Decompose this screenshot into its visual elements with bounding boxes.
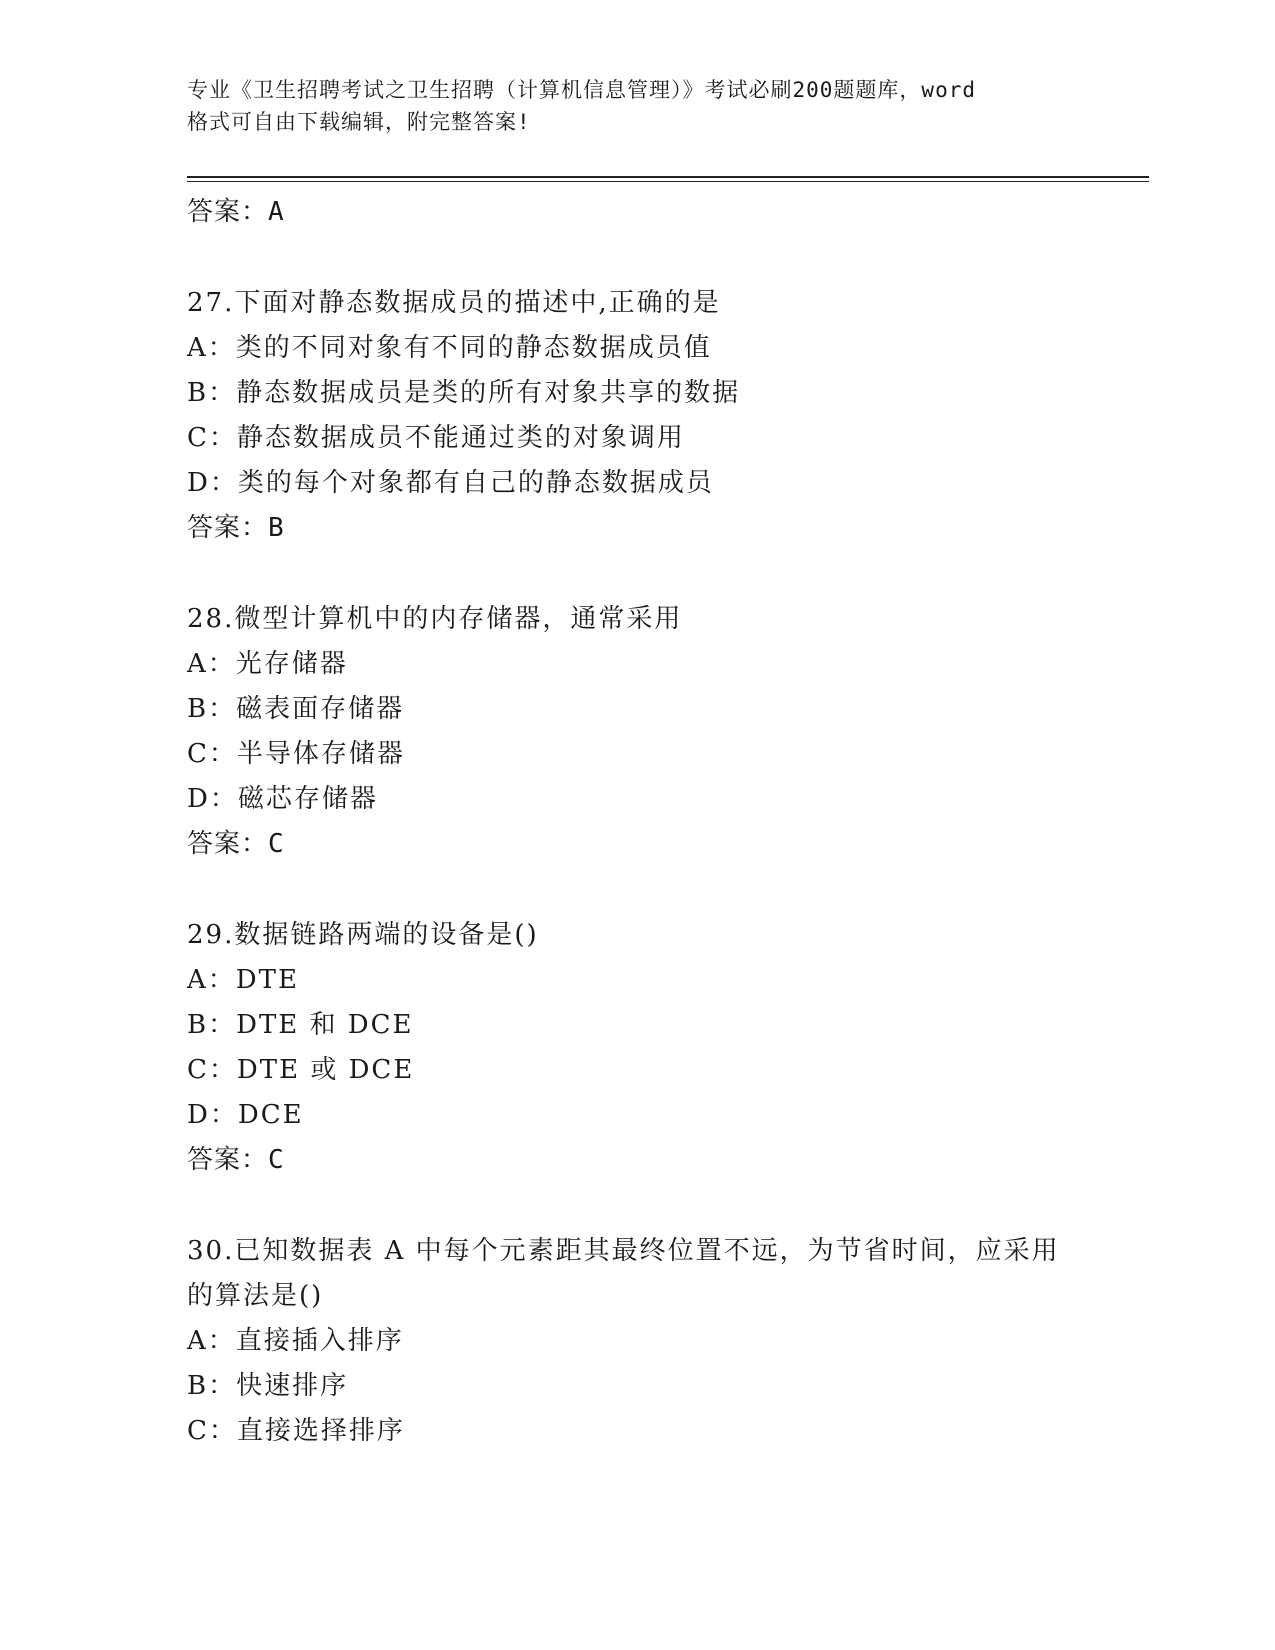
answer-line: 答案：A	[187, 197, 285, 227]
answer-option: D：类的每个对象都有自己的静态数据成员	[187, 468, 714, 498]
document-header	[187, 74, 1087, 138]
question-stem: 的算法是()	[187, 1281, 324, 1311]
header-divider-thick	[187, 176, 1149, 178]
question-stem: 30.已知数据表 A 中每个元素距其最终位置不远，为节省时间，应采用	[187, 1236, 1060, 1266]
question-block	[187, 281, 1087, 550]
answer-option: A：类的不同对象有不同的静态数据成员值	[187, 333, 712, 363]
question-block	[187, 913, 1087, 1182]
answer-option: C：DTE 或 DCE	[187, 1055, 415, 1085]
question-block	[187, 1229, 1087, 1454]
question-stem: 27.下面对静态数据成员的描述中,正确的是	[187, 288, 721, 318]
answer-line: 答案：B	[187, 513, 285, 543]
answer-option: B：DTE 和 DCE	[187, 1010, 414, 1040]
answer-line: 答案：C	[187, 829, 285, 859]
answer-option: C：静态数据成员不能通过类的对象调用	[187, 423, 685, 453]
question-list	[187, 190, 1087, 1454]
question-stem: 28.微型计算机中的内存储器，通常采用	[187, 604, 683, 634]
answer-option: D：DCE	[187, 1100, 304, 1130]
answer-option: A：光存储器	[187, 649, 348, 679]
header-line-1: 专业《卫生招聘考试之卫生招聘（计算机信息管理）》考试必刷200题题库，word	[187, 78, 976, 102]
header-line-2: 格式可自由下载编辑，附完整答案!	[187, 110, 531, 134]
answer-option: B：静态数据成员是类的所有对象共享的数据	[187, 378, 741, 408]
answer-line: 答案：C	[187, 1145, 285, 1175]
answer-option: C：半导体存储器	[187, 739, 405, 769]
header-divider-thin	[187, 181, 1149, 182]
answer-option: B：磁表面存储器	[187, 694, 405, 724]
answer-option: A：直接插入排序	[187, 1326, 404, 1356]
answer-option: C：直接选择排序	[187, 1416, 405, 1446]
question-block	[187, 597, 1087, 866]
answer-option: D：磁芯存储器	[187, 784, 378, 814]
answer-option: A：DTE	[187, 965, 299, 995]
answer-option: B：快速排序	[187, 1371, 349, 1401]
question-stem: 29.数据链路两端的设备是()	[187, 920, 539, 950]
